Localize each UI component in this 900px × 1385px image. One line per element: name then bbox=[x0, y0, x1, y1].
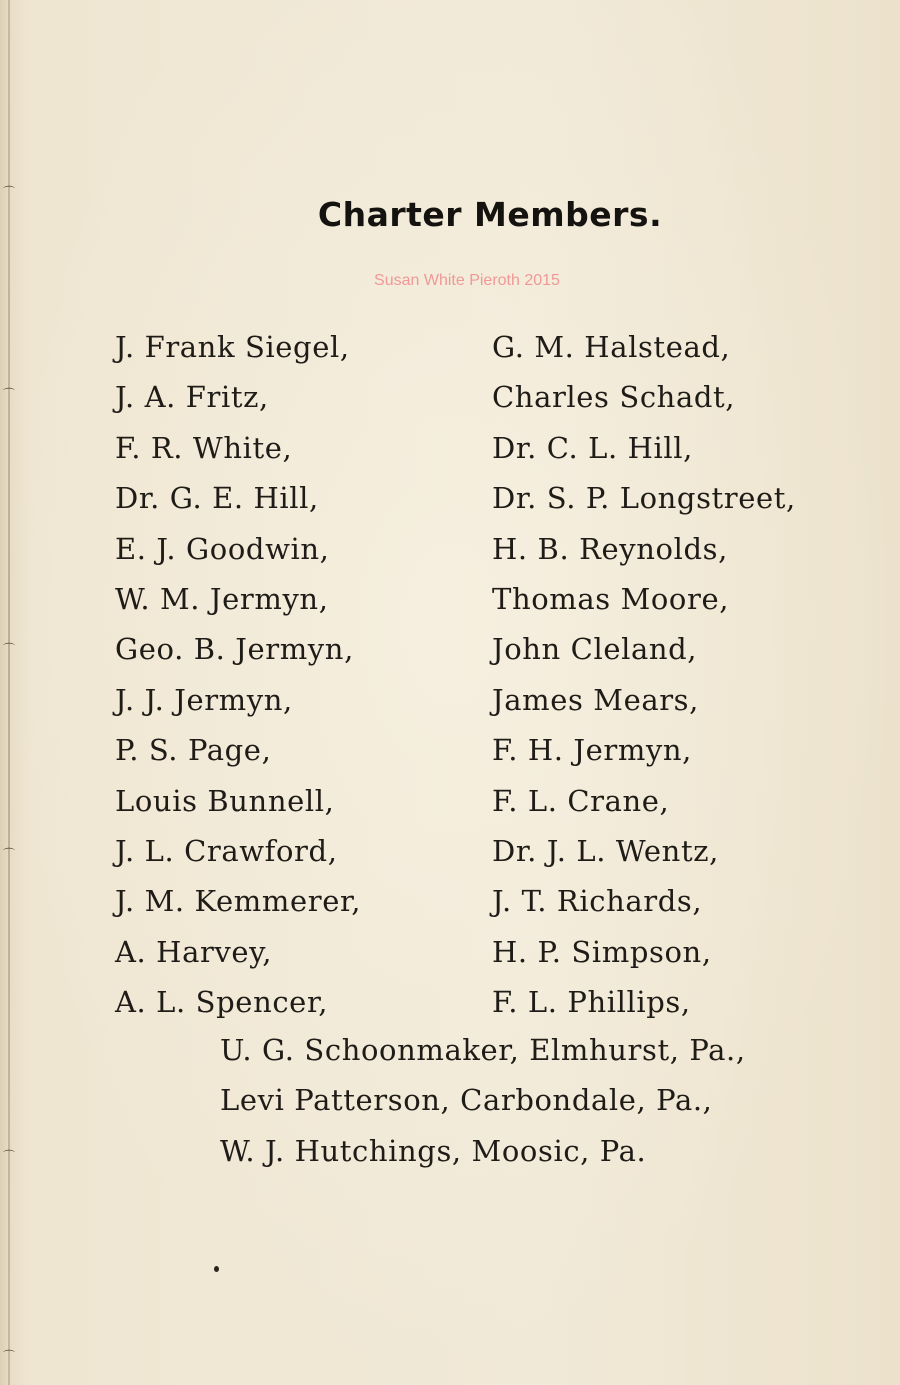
member-name: Thomas Moore, bbox=[492, 582, 730, 617]
member-name: J. Frank Siegel, bbox=[115, 330, 350, 364]
page-title: Charter Members. bbox=[317, 195, 663, 234]
member-name: Levi Patterson, Carbondale, Pa., bbox=[220, 1083, 713, 1118]
member-name: John Cleland, bbox=[492, 632, 698, 667]
member-name: Geo. B. Jermyn, bbox=[115, 632, 354, 667]
member-name: W. J. Hutchings, Moosic, Pa. bbox=[220, 1133, 647, 1168]
ink-speck bbox=[214, 1266, 219, 1272]
member-name: H. B. Reynolds, bbox=[492, 531, 728, 566]
member-name: F. L. Crane, bbox=[492, 783, 670, 818]
member-name: A. L. Spencer, bbox=[115, 985, 329, 1020]
member-name: Dr. C. L. Hill, bbox=[492, 430, 693, 465]
member-name: E. J. Goodwin, bbox=[115, 531, 330, 566]
member-name: G. M. Halstead, bbox=[492, 330, 731, 364]
binding-stitch-icon: ⌒ bbox=[3, 642, 16, 656]
member-name: F. R. White, bbox=[115, 430, 293, 465]
member-name: W. M. Jermyn, bbox=[115, 582, 329, 617]
member-name: F. H. Jermyn, bbox=[492, 733, 692, 768]
member-name: J. M. Kemmerer, bbox=[115, 884, 362, 919]
member-name: Dr. S. P. Longstreet, bbox=[492, 481, 796, 516]
member-name: U. G. Schoonmaker, Elmhurst, Pa., bbox=[220, 1033, 746, 1067]
members-left-column bbox=[115, 322, 361, 1028]
binding-stitch-icon: ⌒ bbox=[3, 387, 16, 401]
member-name: P. S. Page, bbox=[115, 733, 272, 768]
member-name: Dr. G. E. Hill, bbox=[115, 481, 319, 516]
watermark: Susan White Pieroth 2015 bbox=[374, 272, 560, 289]
member-name: Charles Schadt, bbox=[492, 380, 736, 415]
binding-stitch-icon: ⌒ bbox=[3, 185, 16, 199]
member-name: James Mears, bbox=[492, 682, 699, 717]
members-trailing-block bbox=[220, 1025, 746, 1176]
binding-stitch-icon: ⌒ bbox=[3, 1349, 16, 1363]
member-name: A. Harvey, bbox=[115, 934, 273, 969]
binding-stitch-icon: ⌒ bbox=[3, 1149, 16, 1163]
member-name: J. T. Richards, bbox=[492, 884, 703, 919]
members-right-column bbox=[492, 322, 796, 1028]
member-name: J. J. Jermyn, bbox=[115, 682, 293, 717]
binding-stitch-icon: ⌒ bbox=[3, 847, 16, 861]
member-name: Dr. J. L. Wentz, bbox=[492, 834, 719, 869]
member-name: Louis Bunnell, bbox=[115, 783, 335, 818]
member-name: J. A. Fritz, bbox=[115, 380, 269, 415]
member-name: J. L. Crawford, bbox=[115, 834, 338, 869]
member-name: H. P. Simpson, bbox=[492, 934, 712, 969]
member-name: F. L. Phillips, bbox=[492, 985, 691, 1020]
